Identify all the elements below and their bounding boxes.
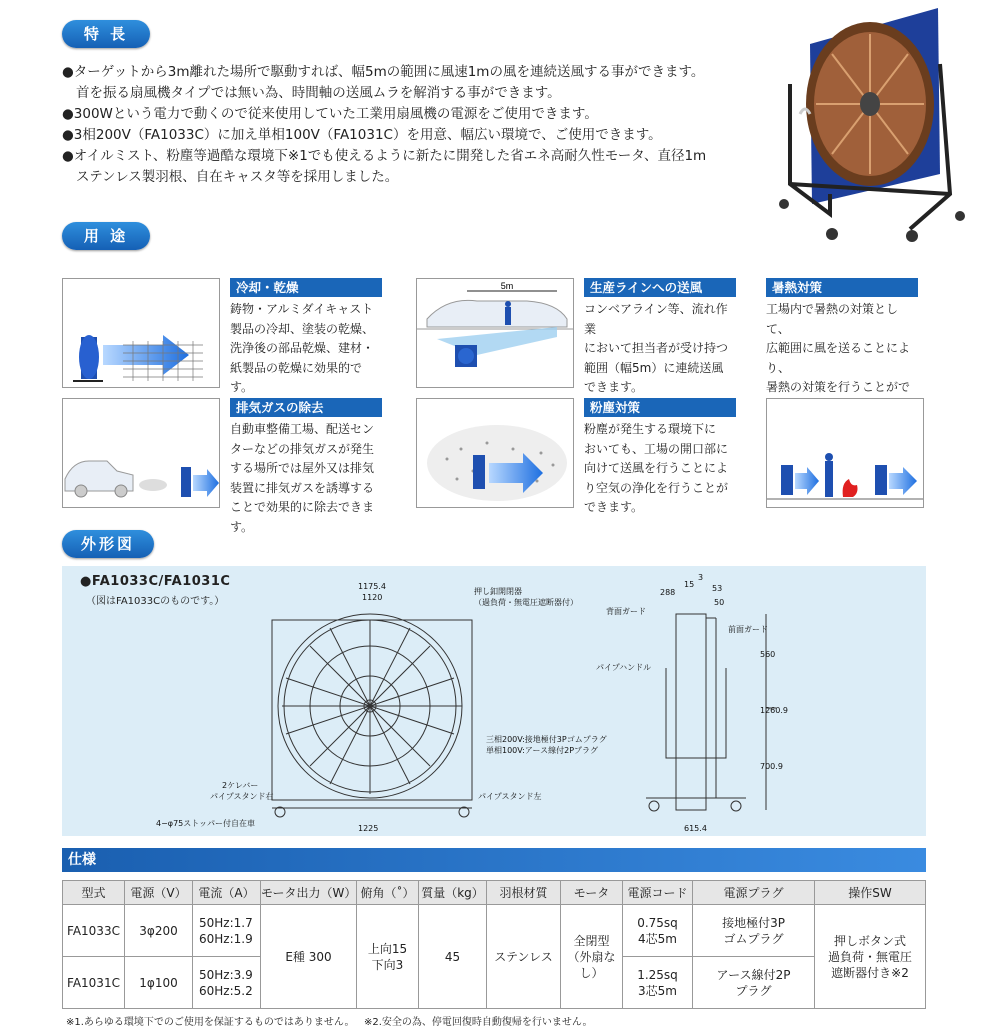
use-production-line — [584, 278, 736, 398]
dim-560: 560 — [760, 650, 776, 659]
feature-line: ●オイルミスト、粉塵等過酷な環境下※1でも使えるように新たに開発した省エネ高耐久性モータ、直径1m — [62, 148, 707, 164]
dust-illustration — [416, 398, 574, 508]
header-power: 電源（V） — [125, 881, 193, 905]
cell-blade: ステンレス — [487, 905, 561, 1009]
drawing-heading: 外形図 — [62, 530, 154, 558]
heat-illustration — [766, 398, 924, 508]
header-blade: 羽根材質 — [487, 881, 561, 905]
exhaust-illustration — [62, 398, 220, 508]
uses-heading: 用 途 — [62, 222, 150, 250]
dim-615: 615.4 — [684, 824, 707, 833]
features-heading: 特 長 — [62, 20, 150, 48]
feature-line: ●300Wという電力で動くので従来使用していた工業用扇風機の電源をご使用できます。 — [62, 106, 598, 122]
dim-700: 700.9 — [760, 762, 783, 771]
cell-motor — [561, 905, 623, 1009]
cell-model: FA1031C — [63, 957, 125, 1009]
spec-header-row — [63, 881, 926, 905]
label-switch-sub: （過負荷・無電圧遮断器付） — [474, 598, 578, 607]
use-text: 工場内で暑熱の対策として、 広範囲に風を送ることにより、 暑熱の対策を行うことがで — [766, 302, 911, 395]
fan-product-photo — [770, 4, 980, 244]
use-title: 暑熱対策 — [766, 278, 918, 297]
header-mass: 質量（kg） — [419, 881, 487, 905]
plug-type: アース線付2P — [716, 967, 791, 982]
dim-3: 3 — [698, 573, 704, 582]
table-row — [63, 905, 926, 957]
feature-line: ステンレス製羽根、自在キャスタ等を採用しました。 — [76, 169, 399, 185]
footnote-1: ※1.あらゆる環境下でのご使用を保証するものではありません。 — [66, 1017, 355, 1028]
dim-1120: 1120 — [362, 593, 383, 602]
feature-line: ●3相200V（FA1033C）に加え単相100V（FA1031C）を用意、幅広い環境で、ご使用できます。 — [62, 127, 662, 143]
header-angle: 俯角（˚） — [357, 881, 419, 905]
cord-cores: 3芯5m — [638, 983, 677, 998]
plug-type: 接地極付3P — [722, 915, 785, 930]
plug-type-2: プラグ — [735, 983, 772, 998]
label-plug-3p: 三相200V:接地極付3Pゴムプラグ — [486, 735, 607, 744]
footnote-2: ※2.安全の為、停電回復時自動復帰を行いません。 — [364, 1017, 593, 1028]
cell-plug — [693, 905, 815, 957]
angle-down: 下向3 — [371, 957, 404, 972]
header-current: 電流（A） — [193, 881, 261, 905]
use-heat — [766, 278, 918, 418]
label-stand-right: パイプスタンド右 — [210, 792, 274, 801]
cooling-illustration — [62, 278, 220, 388]
label-back-guard: 背面ガード — [606, 607, 646, 616]
current-60hz: 60Hz:5.2 — [199, 983, 253, 998]
use-text: 粉塵が発生する環境下に おいても、工場の開口部に 向けて送風を行うことによ り空気の浄化を行うことが できます。 — [584, 422, 729, 515]
dim-53: 53 — [712, 584, 723, 593]
angle-up: 上向15 — [367, 941, 408, 956]
use-title: 生産ラインへの送風 — [584, 278, 736, 297]
use-text: 鋳物・アルミダイキャスト 製品の冷却、塗装の乾燥、 洗浄後の部品乾燥、建材・ 紙製品の乾燥に効果的です。 — [230, 302, 375, 395]
cell-cord — [623, 905, 693, 957]
label-pipe-handle: パイプハンドル — [596, 663, 652, 672]
use-title: 排気ガスの除去 — [230, 398, 382, 417]
label-caster: 4−φ75ストッパー付自在車 — [156, 819, 256, 828]
label-switch: 押し釦開閉器 — [474, 587, 522, 596]
switch-line: 押しボタン式 — [833, 933, 906, 948]
cell-motor-output: E種 300 — [261, 905, 357, 1009]
cell-angle — [357, 905, 419, 1009]
current-60hz: 60Hz:1.9 — [199, 931, 253, 946]
cell-model: FA1033C — [63, 905, 125, 957]
switch-line: 遮断器付き※2 — [831, 965, 909, 980]
header-model: 型式 — [63, 881, 125, 905]
dim-288: 288 — [660, 588, 676, 597]
range-dimension: 5m — [500, 281, 514, 291]
current-50hz: 50Hz:1.7 — [199, 915, 253, 930]
production-line-illustration — [416, 278, 574, 388]
use-cooling — [230, 278, 382, 398]
cell-plug — [693, 957, 815, 1009]
cord-size: 1.25sq — [637, 967, 678, 982]
switch-line: 過負荷・無電圧 — [827, 949, 912, 964]
dim-1175: 1175.4 — [358, 582, 386, 591]
cord-size: 0.75sq — [637, 915, 678, 930]
spec-heading: 仕様 — [62, 848, 926, 872]
cord-cores: 4芯5m — [638, 931, 677, 946]
use-text: コンベアライン等、流れ作業 において担当者が受け持つ 範囲（幅5m）に連続送風 できます。 — [584, 302, 729, 395]
label-lever: 2ケレバー — [222, 781, 259, 790]
label-front-guard: 前面ガード — [728, 625, 768, 634]
header-motor-output: モータ出力（W） — [261, 881, 357, 905]
current-50hz: 50Hz:3.9 — [199, 967, 253, 982]
motor-type: 全閉型 — [573, 933, 610, 948]
dim-1225: 1225 — [358, 824, 379, 833]
motor-note: （外扇なし） — [567, 949, 616, 980]
feature-line: 首を振る扇風機タイプでは無い為、時間軸の送風ムラを解消する事ができます。 — [76, 85, 561, 101]
feature-line: ●ターゲットから3m離れた場所で駆動すれば、幅5mの範囲に風速1mの風を連続送風する事ができます。 — [62, 64, 705, 80]
dim-50: 50 — [714, 598, 725, 607]
cell-current — [193, 905, 261, 957]
header-switch: 操作SW — [815, 881, 926, 905]
header-motor: モータ — [561, 881, 623, 905]
drawing-model-title: ●FA1033C/FA1031C — [80, 574, 231, 589]
dim-15: 15 — [684, 580, 695, 589]
label-plug-2p: 単相100V:アース線付2Pプラグ — [486, 746, 599, 755]
plug-type-2: ゴムプラグ — [723, 931, 784, 946]
cell-current — [193, 957, 261, 1009]
cell-switch — [815, 905, 926, 1009]
cell-cord — [623, 957, 693, 1009]
features-list — [62, 62, 782, 188]
cell-power: 3φ200 — [125, 905, 193, 957]
use-text: 自動車整備工場、配送セン ターなどの排気ガスが発生 する場所では屋外又は排気 装置に排気ガスを誘導する ことで効果的に除去できます。 — [230, 422, 375, 534]
dim-1260: 1260.9 — [760, 706, 788, 715]
header-cord: 電源コード — [623, 881, 693, 905]
cell-power: 1φ100 — [125, 957, 193, 1009]
cell-mass: 45 — [419, 905, 487, 1009]
label-stand-left: パイプスタンド左 — [478, 792, 542, 801]
use-exhaust — [230, 398, 382, 538]
header-plug: 電源プラグ — [693, 881, 815, 905]
use-dust — [584, 398, 736, 518]
use-title: 粉塵対策 — [584, 398, 736, 417]
drawing-note: （図はFA1033Cのものです。） — [86, 596, 225, 607]
spec-table — [62, 880, 926, 1009]
use-title: 冷却・乾燥 — [230, 278, 382, 297]
